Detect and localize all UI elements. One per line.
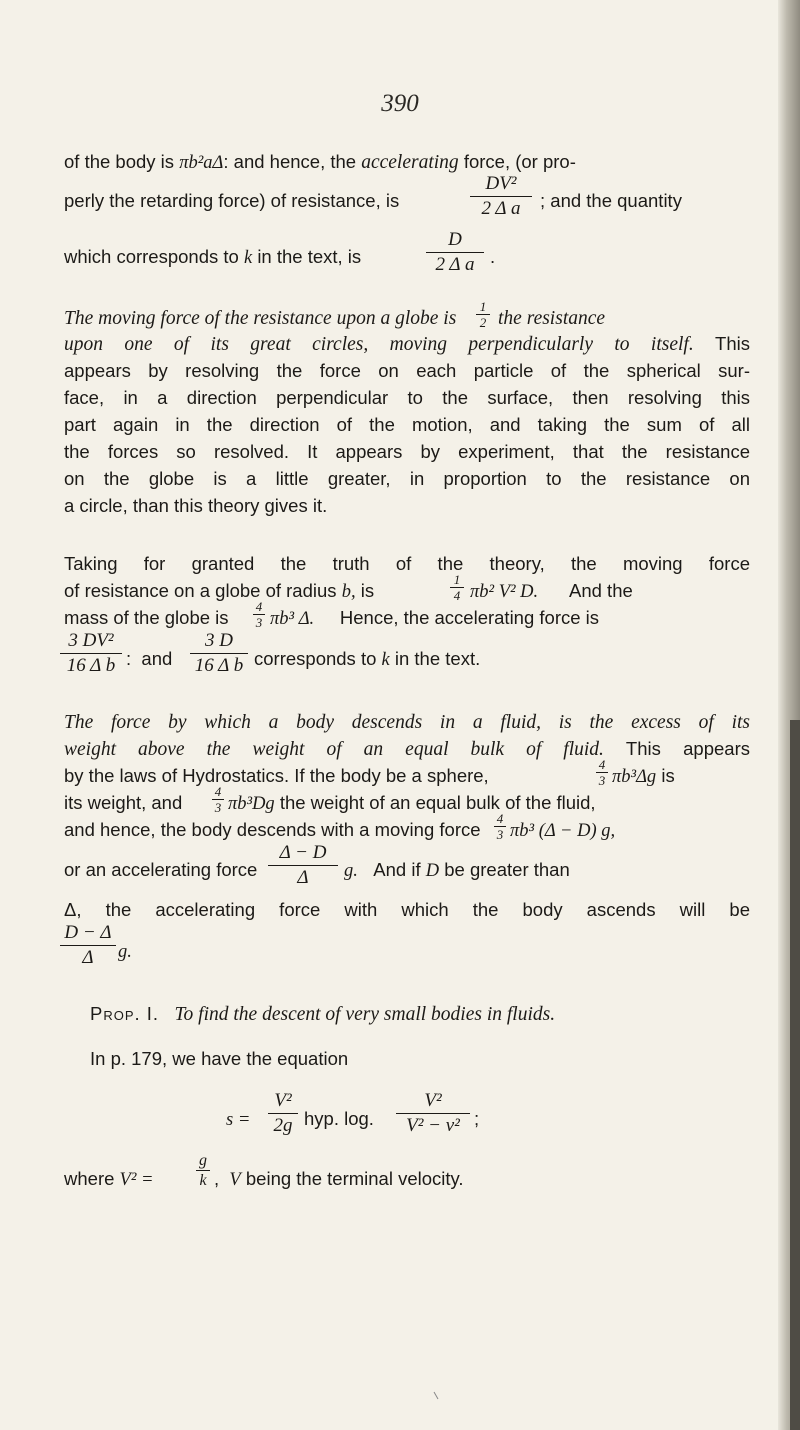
p4-line-6: or an accelerating force — [64, 859, 258, 880]
p1-line-3-end: . — [490, 246, 496, 267]
p5-where-line-end: , V being the terminal velocity. — [214, 1168, 464, 1190]
p2-line-1-end: the resistance — [498, 308, 606, 329]
p2-line-7: on the globe is a little greater, in proportion to the resistance on — [64, 468, 750, 489]
p4-line-5: and hence, the body descends with a moving force — [64, 819, 481, 840]
p4-line-7: Δ, the accelerating force with which the body ascends will be — [64, 899, 750, 920]
p4-line-6-end: g. And if D be greater than — [344, 859, 570, 881]
page-number: 390 — [381, 90, 419, 117]
p2-line-5: part again in the direction of the motion, and taking the sum of all — [64, 414, 750, 435]
fraction-four-thirds-fluid: 4 3 — [212, 785, 224, 814]
fraction-delta-minus-d-over-delta: Δ − D Δ — [268, 842, 338, 889]
p1-line-2: perly the retarding force) of resistance, is — [64, 190, 400, 211]
p1-line-1: of the body is πb²aΔ: and hence, the accelerating force, (or pro- — [64, 151, 576, 173]
p5-line-1: In p. 179, we have the equation — [90, 1048, 349, 1069]
fraction-g-over-k: g k — [196, 1152, 210, 1189]
fraction-four-thirds-descent: 4 3 — [494, 812, 506, 841]
p4-line-3-end: πb³Δg is — [612, 765, 675, 787]
fraction-one-half: 1 2 — [476, 300, 490, 329]
p4-line-3: by the laws of Hydrostatics. If the body be a sphere, — [64, 765, 489, 786]
p4-line-4: its weight, and — [64, 792, 183, 813]
fraction-v2-over-v2-minus-v2: V² V² − v² — [396, 1090, 470, 1137]
fraction-v2-over-2g: V² 2g — [268, 1090, 298, 1137]
p4-line-4-end: πb³Dg the weight of an equal bulk of the fluid, — [228, 792, 596, 814]
p3-line-1: Taking for granted the truth of the theory, the moving force — [64, 553, 750, 574]
fraction-four-thirds-weight: 4 3 — [596, 758, 608, 787]
fraction-d-over-2delta-a: D 2 Δ a — [426, 229, 484, 276]
fraction-dv2-over-2delta-a: DV² 2 Δ a — [470, 173, 532, 220]
p3-line-3: mass of the globe is — [64, 607, 229, 628]
p2-line-3: appears by resolving the force on each particle of the spherical sur- — [64, 360, 750, 381]
page-edge-dark — [790, 720, 800, 1430]
p4-line-2: weight above the weight of an equal bulk of fluid. This appears — [64, 738, 750, 760]
p2-line-4: face, in a direction perpendicular to the surface, then resolving this — [64, 387, 750, 408]
p5-where-line: where V² = — [64, 1168, 154, 1190]
p3-line-2-end: πb² V² D. And the — [470, 580, 633, 602]
equation-end: ; — [474, 1108, 480, 1129]
p3-line-4-mid: : and — [126, 648, 173, 669]
p2-line-2: upon one of its great circles, moving perpendicularly to itself. This — [64, 333, 750, 355]
fraction-one-quarter: 1 4 — [450, 573, 464, 602]
p1-line-2-end: ; and the quantity — [540, 190, 682, 211]
p3-line-3-end: πb³ Δ. Hence, the accelerating force is — [270, 607, 600, 629]
p3-line-4-end: corresponds to k in the text. — [254, 648, 481, 670]
fraction-3dv2-over-16-delta-b: 3 DV² 16 Δ b — [60, 630, 122, 677]
paper-speck — [434, 1392, 439, 1399]
p4-line-1: The force by which a body descends in a fluid, is the excess of its — [64, 712, 750, 733]
equation-hyp-log: hyp. log. — [304, 1108, 374, 1129]
p2-line-1: The moving force of the resistance upon a globe is — [64, 308, 457, 329]
fraction-3d-over-16-delta-b: 3 D 16 Δ b — [190, 630, 248, 677]
p2-line-8: a circle, than this theory gives it. — [64, 495, 328, 516]
p4-line-8-end: g. — [118, 942, 132, 962]
equation-s: s = — [226, 1110, 251, 1130]
fraction-four-thirds-mass: 4 3 — [253, 600, 265, 629]
p4-line-5-end: πb³ (Δ − D) g, — [510, 821, 616, 841]
p1-line-3: which corresponds to k in the text, is — [64, 246, 362, 268]
prop-heading: Prop. I. To find the descent of very small bodies in fluids. — [90, 1003, 556, 1025]
p3-line-2: of resistance on a globe of radius b, is — [64, 580, 375, 602]
fraction-d-minus-delta-over-delta: D − Δ Δ — [60, 922, 116, 969]
p2-line-6: the forces so resolved. It appears by experiment, that the resistance — [64, 441, 750, 462]
